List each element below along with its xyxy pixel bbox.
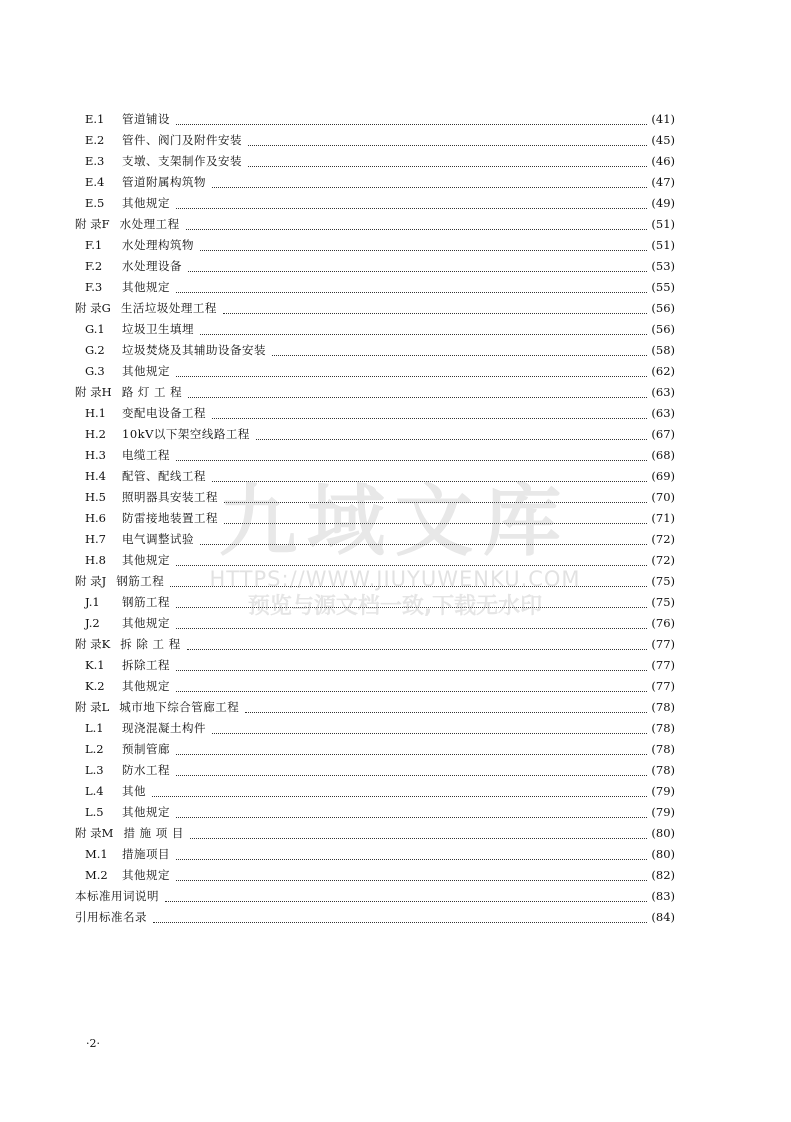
toc-entry-number: 附 录G xyxy=(75,301,111,315)
toc-entry-page: (68) xyxy=(651,448,675,462)
toc-entry-title: 管道铺设 xyxy=(122,112,170,126)
toc-entry-number: K.2 xyxy=(85,679,105,693)
toc-entry-number: E.3 xyxy=(85,154,105,168)
toc-entry xyxy=(75,613,675,634)
toc-entry-page: (63) xyxy=(651,385,675,399)
watermark-note: 预览与源文档一致,下载无水印 xyxy=(247,594,543,619)
toc-entry-title: 引用标准名录 xyxy=(75,910,147,924)
dot-leader xyxy=(272,354,647,356)
toc-entry xyxy=(75,445,675,466)
toc-entry-number: 附 录H xyxy=(75,385,112,399)
toc-entry-title: 垃圾焚烧及其辅助设备安装 xyxy=(122,343,266,357)
toc-entry-title: 现浇混凝土构件 xyxy=(122,721,206,735)
toc-entry-title: 防水工程 xyxy=(122,763,170,777)
toc-entry-number: F.1 xyxy=(85,238,103,252)
dot-leader xyxy=(153,921,647,923)
toc-entry-page: (82) xyxy=(651,868,675,882)
toc-entry-number: 附 录F xyxy=(75,217,110,231)
toc-entry xyxy=(75,802,675,823)
toc-entry-page: (84) xyxy=(651,910,675,924)
toc-entry xyxy=(75,760,675,781)
toc-entry xyxy=(75,676,675,697)
toc-entry xyxy=(75,739,675,760)
toc-entry-title: 水处理构筑物 xyxy=(122,238,194,252)
toc-entry xyxy=(75,277,675,298)
toc-entry-title: 拆 除 工 程 xyxy=(120,637,181,651)
toc-entry-title: 其他规定 xyxy=(122,868,170,882)
toc-entry-number: L.3 xyxy=(85,763,104,777)
watermark-title: 九域文库 xyxy=(218,477,571,567)
toc-entry xyxy=(75,865,675,886)
toc-entry-page: (49) xyxy=(651,196,675,210)
toc-entry-page: (46) xyxy=(651,154,675,168)
toc-entry-number: H.4 xyxy=(85,469,107,483)
toc-entry-title: 10kV以下架空线路工程 xyxy=(122,427,250,441)
toc-entry-page: (71) xyxy=(651,511,675,525)
toc-entry-page: (72) xyxy=(651,553,675,567)
dot-leader xyxy=(176,606,647,608)
dot-leader xyxy=(212,732,647,734)
toc-entry-number: E.5 xyxy=(85,196,105,210)
toc-entry-number: E.1 xyxy=(85,112,105,126)
toc-entry-page: (78) xyxy=(651,721,675,735)
dot-leader xyxy=(176,690,647,692)
toc-entry-page: (78) xyxy=(651,742,675,756)
toc-entry-page: (56) xyxy=(651,301,675,315)
toc-entry-title: 拆除工程 xyxy=(122,658,170,672)
toc-entry-page: (62) xyxy=(651,364,675,378)
toc-entry xyxy=(75,823,675,844)
toc-entry xyxy=(75,172,675,193)
toc-entry xyxy=(75,718,675,739)
toc-entry xyxy=(75,655,675,676)
toc-entry xyxy=(75,130,675,151)
toc-entry xyxy=(75,424,675,445)
toc-entry xyxy=(75,634,675,655)
toc-entry xyxy=(75,382,675,403)
dot-leader xyxy=(256,438,647,440)
dot-leader xyxy=(176,459,647,461)
toc-entry-page: (47) xyxy=(651,175,675,189)
toc-entry-page: (80) xyxy=(651,826,675,840)
dot-leader xyxy=(200,333,647,335)
toc-entry-title: 其他规定 xyxy=(122,616,170,630)
toc-entry-page: (70) xyxy=(651,490,675,504)
toc-entry-number: F.2 xyxy=(85,259,103,273)
toc-entry xyxy=(75,361,675,382)
toc-entry-number: H.3 xyxy=(85,448,107,462)
toc-entry-title: 支墩、支架制作及安装 xyxy=(122,154,242,168)
toc-entry-title: 照明器具安装工程 xyxy=(122,490,218,504)
toc-entry-page: (55) xyxy=(651,280,675,294)
toc-entry-page: (79) xyxy=(651,805,675,819)
toc-entry-number: J.2 xyxy=(85,616,100,630)
toc-entry xyxy=(75,508,675,529)
toc-entry-page: (83) xyxy=(651,889,675,903)
dot-leader xyxy=(176,774,647,776)
dot-leader xyxy=(224,501,647,503)
dot-leader xyxy=(176,375,647,377)
toc-entry xyxy=(75,466,675,487)
toc-entry-page: (75) xyxy=(651,595,675,609)
toc-entry xyxy=(75,550,675,571)
toc-entry-page: (78) xyxy=(651,763,675,777)
toc-entry-number: H.6 xyxy=(85,511,107,525)
dot-leader xyxy=(176,564,647,566)
toc-entry-number: F.3 xyxy=(85,280,103,294)
dot-leader xyxy=(176,858,647,860)
dot-leader xyxy=(188,270,647,272)
toc-entry-number: M.1 xyxy=(85,847,108,861)
dot-leader xyxy=(176,207,647,209)
toc-entry-page: (76) xyxy=(651,616,675,630)
dot-leader xyxy=(190,837,647,839)
toc-entry xyxy=(75,214,675,235)
toc-entry-number: G.2 xyxy=(85,343,105,357)
toc-entry-page: (78) xyxy=(651,700,675,714)
toc-entry-number: 附 录J xyxy=(75,574,107,588)
toc-entry-number: H.8 xyxy=(85,553,107,567)
dot-leader xyxy=(176,627,647,629)
toc-entry-page: (58) xyxy=(651,343,675,357)
dot-leader xyxy=(187,648,648,650)
toc-entry-number: M.2 xyxy=(85,868,108,882)
toc-entry xyxy=(75,592,675,613)
dot-leader xyxy=(212,186,647,188)
dot-leader xyxy=(200,249,647,251)
toc-entry-number: L.4 xyxy=(85,784,104,798)
toc-entry-number: E.4 xyxy=(85,175,105,189)
toc-entry xyxy=(75,781,675,802)
dot-leader xyxy=(176,753,647,755)
toc-entry-title: 钢筋工程 xyxy=(122,595,170,609)
dot-leader xyxy=(186,228,648,230)
toc-entry-number: K.1 xyxy=(85,658,105,672)
dot-leader xyxy=(176,816,647,818)
toc-entry-title: 其他规定 xyxy=(122,679,170,693)
toc-entry-number: 附 录L xyxy=(75,700,110,714)
toc-entry xyxy=(75,235,675,256)
dot-leader xyxy=(188,396,647,398)
toc-entry-title: 其他 xyxy=(122,784,146,798)
toc-entry xyxy=(75,319,675,340)
toc-entry-title: 水处理工程 xyxy=(119,217,180,231)
table-of-contents xyxy=(75,109,675,928)
dot-leader xyxy=(212,417,647,419)
toc-entry xyxy=(75,571,675,592)
toc-entry-page: (63) xyxy=(651,406,675,420)
dot-leader xyxy=(170,585,647,587)
toc-entry-title: 生活垃圾处理工程 xyxy=(120,301,217,315)
dot-leader xyxy=(248,144,647,146)
toc-entry-page: (41) xyxy=(651,112,675,126)
toc-entry-number: H.5 xyxy=(85,490,107,504)
toc-entry-number: L.1 xyxy=(85,721,104,735)
toc-entry xyxy=(75,151,675,172)
toc-entry-title: 配管、配线工程 xyxy=(122,469,206,483)
toc-entry-title: 防雷接地装置工程 xyxy=(122,511,218,525)
toc-entry-number: E.2 xyxy=(85,133,105,147)
toc-entry-title: 电缆工程 xyxy=(122,448,170,462)
toc-entry-title: 城市地下综合管廊工程 xyxy=(119,700,240,714)
toc-entry-number: H.2 xyxy=(85,427,107,441)
dot-leader xyxy=(224,522,647,524)
dot-leader xyxy=(152,795,647,797)
toc-entry-title: 其他规定 xyxy=(122,364,170,378)
toc-entry xyxy=(75,298,675,319)
toc-entry xyxy=(75,340,675,361)
toc-entry-title: 其他规定 xyxy=(122,553,170,567)
toc-entry-title: 管道附属构筑物 xyxy=(122,175,206,189)
toc-entry-page: (56) xyxy=(651,322,675,336)
toc-entry-page: (67) xyxy=(651,427,675,441)
dot-leader xyxy=(245,711,647,713)
toc-entry xyxy=(75,844,675,865)
dot-leader xyxy=(176,879,647,881)
toc-entry xyxy=(75,886,675,907)
dot-leader xyxy=(176,669,647,671)
toc-entry-number: L.2 xyxy=(85,742,104,756)
toc-entry xyxy=(75,193,675,214)
toc-entry-title: 其他规定 xyxy=(122,196,170,210)
toc-entry xyxy=(75,487,675,508)
toc-entry xyxy=(75,109,675,130)
toc-entry-page: (77) xyxy=(651,637,675,651)
toc-entry-title: 管件、阀门及附件安装 xyxy=(122,133,242,147)
toc-entry-title: 电气调整试验 xyxy=(122,532,194,546)
toc-entry-title: 水处理设备 xyxy=(122,259,182,273)
toc-entry-page: (53) xyxy=(651,259,675,273)
toc-entry-title: 措施项目 xyxy=(122,847,170,861)
toc-entry-title: 钢筋工程 xyxy=(116,574,165,588)
toc-entry-title: 预制管廊 xyxy=(122,742,170,756)
toc-entry-page: (72) xyxy=(651,532,675,546)
toc-entry-number: H.1 xyxy=(85,406,107,420)
toc-entry xyxy=(75,907,675,928)
toc-entry-number: L.5 xyxy=(85,805,104,819)
toc-entry-title: 其他规定 xyxy=(122,280,170,294)
toc-entry-page: (80) xyxy=(651,847,675,861)
toc-entry-number: J.1 xyxy=(85,595,100,609)
toc-entry-number: 附 录M xyxy=(75,826,114,840)
dot-leader xyxy=(200,543,647,545)
toc-entry-title: 措 施 项 目 xyxy=(123,826,184,840)
dot-leader xyxy=(223,312,648,314)
watermark-url: HTTPS://WWW.JIUYUWENKU.COM xyxy=(209,567,581,591)
dot-leader xyxy=(248,165,647,167)
toc-entry-number: 附 录K xyxy=(75,637,111,651)
toc-entry-title: 变配电设备工程 xyxy=(122,406,206,420)
toc-entry-page: (79) xyxy=(651,784,675,798)
toc-entry xyxy=(75,256,675,277)
toc-entry-number: G.1 xyxy=(85,322,105,336)
toc-entry-title: 本标准用词说明 xyxy=(75,889,159,903)
toc-entry-page: (51) xyxy=(651,238,675,252)
toc-entry-title: 其他规定 xyxy=(122,805,170,819)
toc-entry-number: H.7 xyxy=(85,532,107,546)
dot-leader xyxy=(176,291,647,293)
toc-entry xyxy=(75,403,675,424)
dot-leader xyxy=(165,900,647,902)
dot-leader xyxy=(176,123,647,125)
dot-leader xyxy=(212,480,647,482)
toc-entry-page: (77) xyxy=(651,658,675,672)
toc-entry-title: 路 灯 工 程 xyxy=(121,385,183,399)
page-number: ·2· xyxy=(86,1037,100,1050)
toc-entry-page: (69) xyxy=(651,469,675,483)
toc-entry-page: (45) xyxy=(651,133,675,147)
toc-entry xyxy=(75,697,675,718)
toc-entry-number: G.3 xyxy=(85,364,105,378)
toc-entry-title: 垃圾卫生填埋 xyxy=(122,322,194,336)
toc-entry-page: (77) xyxy=(651,679,675,693)
toc-entry-page: (75) xyxy=(651,574,675,588)
toc-entry xyxy=(75,529,675,550)
toc-entry-page: (51) xyxy=(651,217,675,231)
